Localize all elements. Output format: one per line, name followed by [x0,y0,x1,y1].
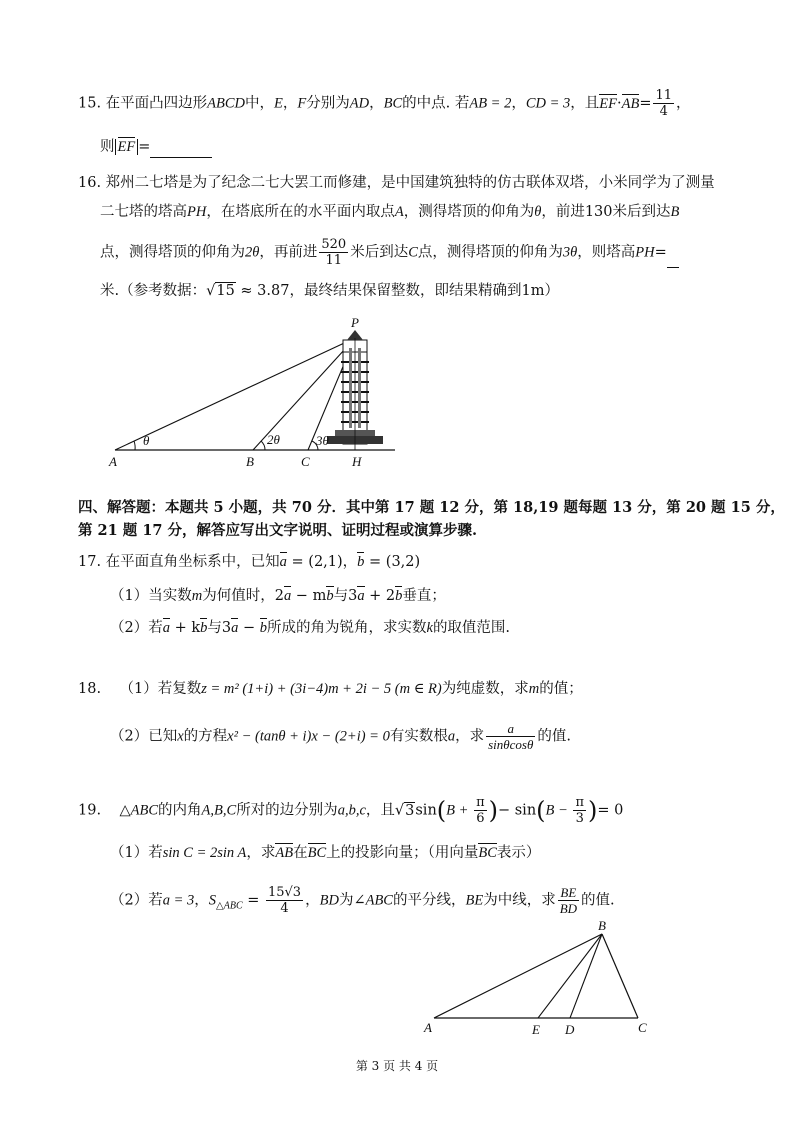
side-BC [602,934,638,1018]
question-number: 17. [78,554,102,570]
answer-blank[interactable] [150,141,212,158]
fraction: $\frac{\pi}{6}$ [476,795,485,826]
q18-part1: 18. （1）若复数z = m² (1+i) + (3i−4)m + 2i − 5 (m ∈ R)为纯虚数，求m的值； [78,681,583,697]
label-C: C [301,454,310,469]
question-number: 15. [78,95,102,112]
question-number: 18. [78,681,102,697]
q16-line4: 米.（参考数据：√15 ≈ 3.87，最终结果保留整数，即结果精确到1m） [100,283,559,299]
fraction: $\frac{520}{11}$ [321,237,347,268]
q19-line1: 19. △ABC的内角A,B,C所对的边分别为a,b,c，且√3sin(B + $\frac{\pi}{6}$ )− sin(B − $\frac{\pi}{3}$ )= 0 [78,795,624,826]
question-number: 19. [78,802,102,819]
q18-part2: （2）已知x的方程x² − (tanθ + i)x − (2+i) = 0有实数根a，求 $\frac{a}{\sin\theta\cos\theta}$ 的值. [110,721,571,752]
fraction: $\frac{\pi}{3}$ [575,795,584,826]
fraction: $\frac{a}{\sin\theta\cos\theta}$ [488,721,534,752]
label-B: B [246,454,254,469]
q19-part2: （2）若a = 3，$S_{\triangle ABC}$ = $\frac{15√3}{4}$ ，BD为∠ABC的平分线，BE为中线，求 $\frac{BE}{BD}$ 的值. [110,885,615,916]
angle-label-theta: θ [143,433,150,448]
tower-icon [327,330,383,450]
label-E: E [532,1022,540,1037]
angle-arc-b [261,441,265,450]
q17-line1: 17. 在平面直角坐标系中，已知a = (2,1)，b = (3,2) [78,551,420,573]
question-number: 16. [78,175,102,191]
q16-line1: 16. 郑州二七塔是为了纪念二七大罢工而修建，是中国建筑独特的仿古联体双塔，小米同学为了测量 [78,175,715,191]
label-C: C [638,1020,647,1035]
q19-part1: （1）若sin C = 2sin A，求AB在BC上的投影向量；（用向量BC表示） [110,842,540,864]
q17-part2: （2）若a + kb与3a − b所成的角为锐角，求实数k的取值范围. [110,617,510,639]
angle-arc-a [134,441,135,450]
page-footer: 第 3 页 共 4 页 [355,1059,439,1073]
section-header-line2: 第 21 题 17 分，解答应写出文字说明、证明过程或演算步骤. [78,522,478,539]
label-P: P [351,318,359,330]
label-D: D [565,1022,575,1037]
fraction: $\frac{11}{4}$ [655,88,673,119]
q15-line1: 15. 在平面凸四边形ABCD中，E，F分别为AD，BC的中点. 若AB = 2，CD = 3，且EF·AB= $\frac{11}{4}$ ， [78,88,691,119]
angle-label-2theta: 2θ [267,432,280,447]
q17-part1: （1）当实数m为何值时，2a − mb与3a + 2b垂直； [110,585,446,607]
label-H: H [352,454,362,469]
triangle-figure [420,918,660,1038]
label-B: B [598,918,606,933]
bisector-BD [570,934,602,1018]
answer-blank[interactable] [667,251,679,268]
angle-label-3theta: 3θ [316,433,329,448]
q16-line2: 二七塔的塔高PH，在塔底所在的水平面内取点A，测得塔顶的仰角为θ，前进130米后到达B [100,204,680,220]
fraction: $\frac{15√3}{4}$ [267,885,302,916]
tower-figure [105,318,405,470]
q16-line3: 点，测得塔顶的仰角为2θ，再前进 $\frac{520}{11}$ 米后到达C点，测得塔顶的仰角为3θ，则塔高PH= [100,237,679,268]
label-A: A [424,1020,432,1035]
fraction: $\frac{BE}{BD}$ [559,885,578,916]
label-A: A [109,454,117,469]
section-header-line1: 四、解答题：本题共 5 小题，共 70 分．其中第 17 题 12 分，第 18,19 题每题 13 分，第 20 题 15 分， [78,499,785,516]
side-AB [434,934,602,1018]
median-BE [538,934,602,1018]
q15-line2: 则 EF = [100,136,212,158]
